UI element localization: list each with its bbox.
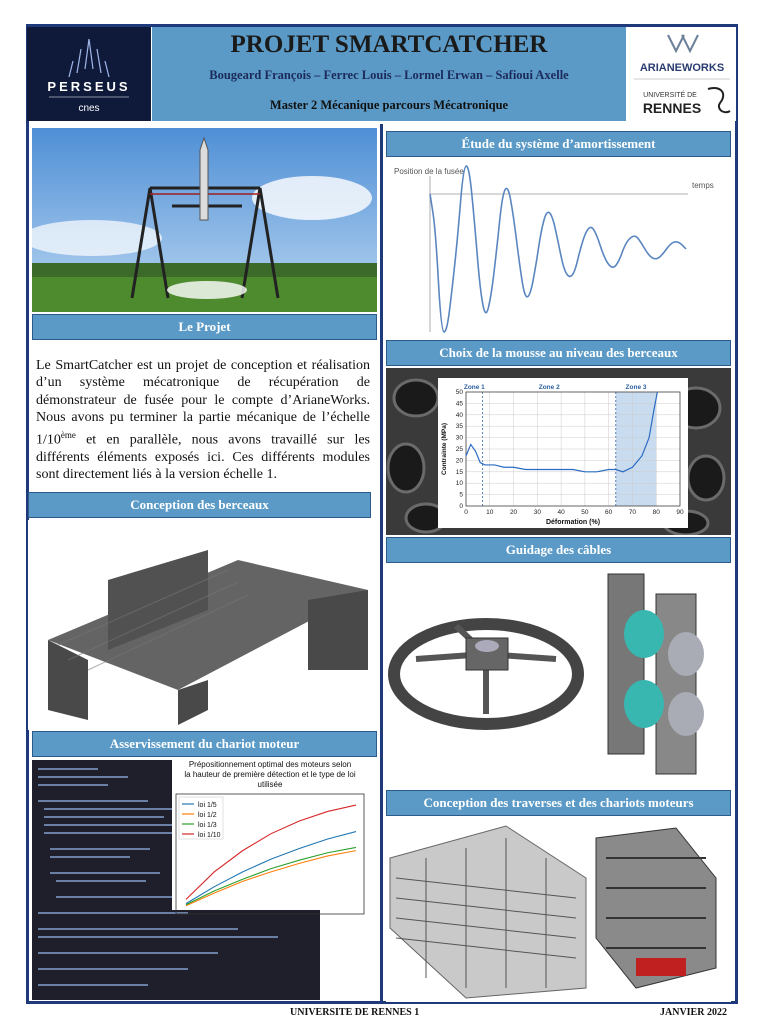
chart3-title: Prépositionnement optimal des moteurs selon la hauteur de première détection et le type de loi utilisée <box>184 760 356 789</box>
chart-prepositionnement <box>172 760 368 910</box>
chart2-xtick: 10 <box>486 509 494 516</box>
chart2-zone-label: Zone 2 <box>538 384 560 391</box>
chart2-xtick: 60 <box>605 509 613 516</box>
footer-date: JANVIER 2022 <box>660 1007 727 1018</box>
chart1-ylabel: Position de la fusée <box>394 167 464 176</box>
chart2-xtick: 30 <box>533 509 541 516</box>
chart2-ytick: 30 <box>455 434 463 442</box>
chart2-ytick: 10 <box>455 480 463 488</box>
projet-text-part1: Le SmartCatcher est un projet de conception et réalisation d’un système mécatronique de récupération de démonstrateur de fusée pour le compte d’ArianeWorks. Nous avons pu terminer la partie mécanique de l’échelle 1/10 <box>36 358 370 448</box>
arianeworks-logo-text: ARIANEWORKS <box>639 62 725 74</box>
chart1-svg <box>386 160 731 336</box>
chart2-ytick: 50 <box>455 389 463 396</box>
chart2-ytick: 40 <box>455 411 463 419</box>
chart2-zone-label: Zone 1 <box>463 384 485 391</box>
chart-amortissement <box>386 160 731 336</box>
universite-rennes-logo <box>643 88 730 116</box>
section-amortissement: Étude du système d’amortissement <box>386 131 731 157</box>
arianeworks-logo <box>640 35 724 74</box>
chart2-ytick: 0 <box>459 503 463 510</box>
poster-title: PROJET SMARTCATCHER <box>230 31 548 58</box>
chart2-xtick: 50 <box>581 509 589 516</box>
section-asservissement: Asservissement du chariot moteur <box>32 731 377 757</box>
chart2-ytick: 25 <box>455 446 463 453</box>
master-line: Master 2 Mécanique parcours Mécatronique <box>269 98 509 112</box>
chart2-panel <box>438 378 688 528</box>
chart2-xtick: 80 <box>652 509 660 516</box>
chart2-xtick: 0 <box>464 509 468 516</box>
berceaux-cad-render <box>28 520 380 730</box>
footer-university: UNIVERSITE DE RENNES 1 <box>290 1007 420 1018</box>
section-guidage-cables: Guidage des câbles <box>386 537 731 563</box>
perseus-logo <box>27 27 151 121</box>
chart3-legend-label: loi 1/2 <box>198 812 217 819</box>
chart2-ytick: 20 <box>455 457 463 465</box>
chart2-svg <box>438 378 688 528</box>
traverses-render <box>386 818 731 1002</box>
perseus-emblem-icon <box>27 27 151 121</box>
cable-guides-render <box>386 564 731 786</box>
chart2-ytick: 35 <box>455 423 463 431</box>
chart2-xlabel: Déformation (%) <box>545 519 601 526</box>
cnes-logo-text: cnes <box>78 103 100 114</box>
foam-micrograph <box>386 368 731 535</box>
chart3-legend-label: loi 1/10 <box>198 832 221 839</box>
section-mousse: Choix de la mousse au niveau des berceaux <box>386 340 731 366</box>
section-traverses: Conception des traverses et des chariots moteurs <box>386 790 731 816</box>
projet-description <box>36 357 370 484</box>
chart2-xtick: 70 <box>628 509 637 516</box>
perseus-logo-name: PERSEUS <box>47 79 131 94</box>
chart3-series-line <box>186 847 356 904</box>
column-divider <box>380 124 383 1002</box>
chart2-xtick: 90 <box>676 509 684 516</box>
chart1-xlabel: temps <box>692 181 714 190</box>
universite-logo-line2: RENNES <box>642 100 702 116</box>
chart2-ylabel: Contrainte (MPa) <box>441 423 448 475</box>
chart2-zone-label: Zone 3 <box>625 384 647 391</box>
partner-logos <box>628 27 736 121</box>
chart2-ytick: 5 <box>459 491 463 499</box>
chart2-ytick: 45 <box>455 400 463 408</box>
authors-line: Bougeard François – Ferrec Louis – Lormel Erwan – Safioui Axelle <box>209 68 569 82</box>
chart2-xtick: 20 <box>509 509 518 516</box>
projet-text-superscript: ème <box>60 429 76 440</box>
chart1-series-line <box>430 166 686 332</box>
smartcatcher-photo <box>32 128 377 312</box>
chart3-legend-label: loi 1/5 <box>198 802 217 809</box>
section-conception-berceaux: Conception des berceaux <box>28 492 371 518</box>
chart2-ytick: 15 <box>455 468 463 476</box>
chart2-xtick: 40 <box>557 509 565 516</box>
universite-logo-line1: UNIVERSITÉ DE <box>643 92 697 99</box>
section-le-projet: Le Projet <box>32 314 377 340</box>
chart3-svg <box>172 790 368 918</box>
chart3-legend-label: loi 1/3 <box>198 822 217 829</box>
projet-text-part2: et en parallèle, nous avons travaillé sur les différents éléments exposés ici. Ces différents modules sont directement liés à la version échelle 1. <box>36 432 370 483</box>
